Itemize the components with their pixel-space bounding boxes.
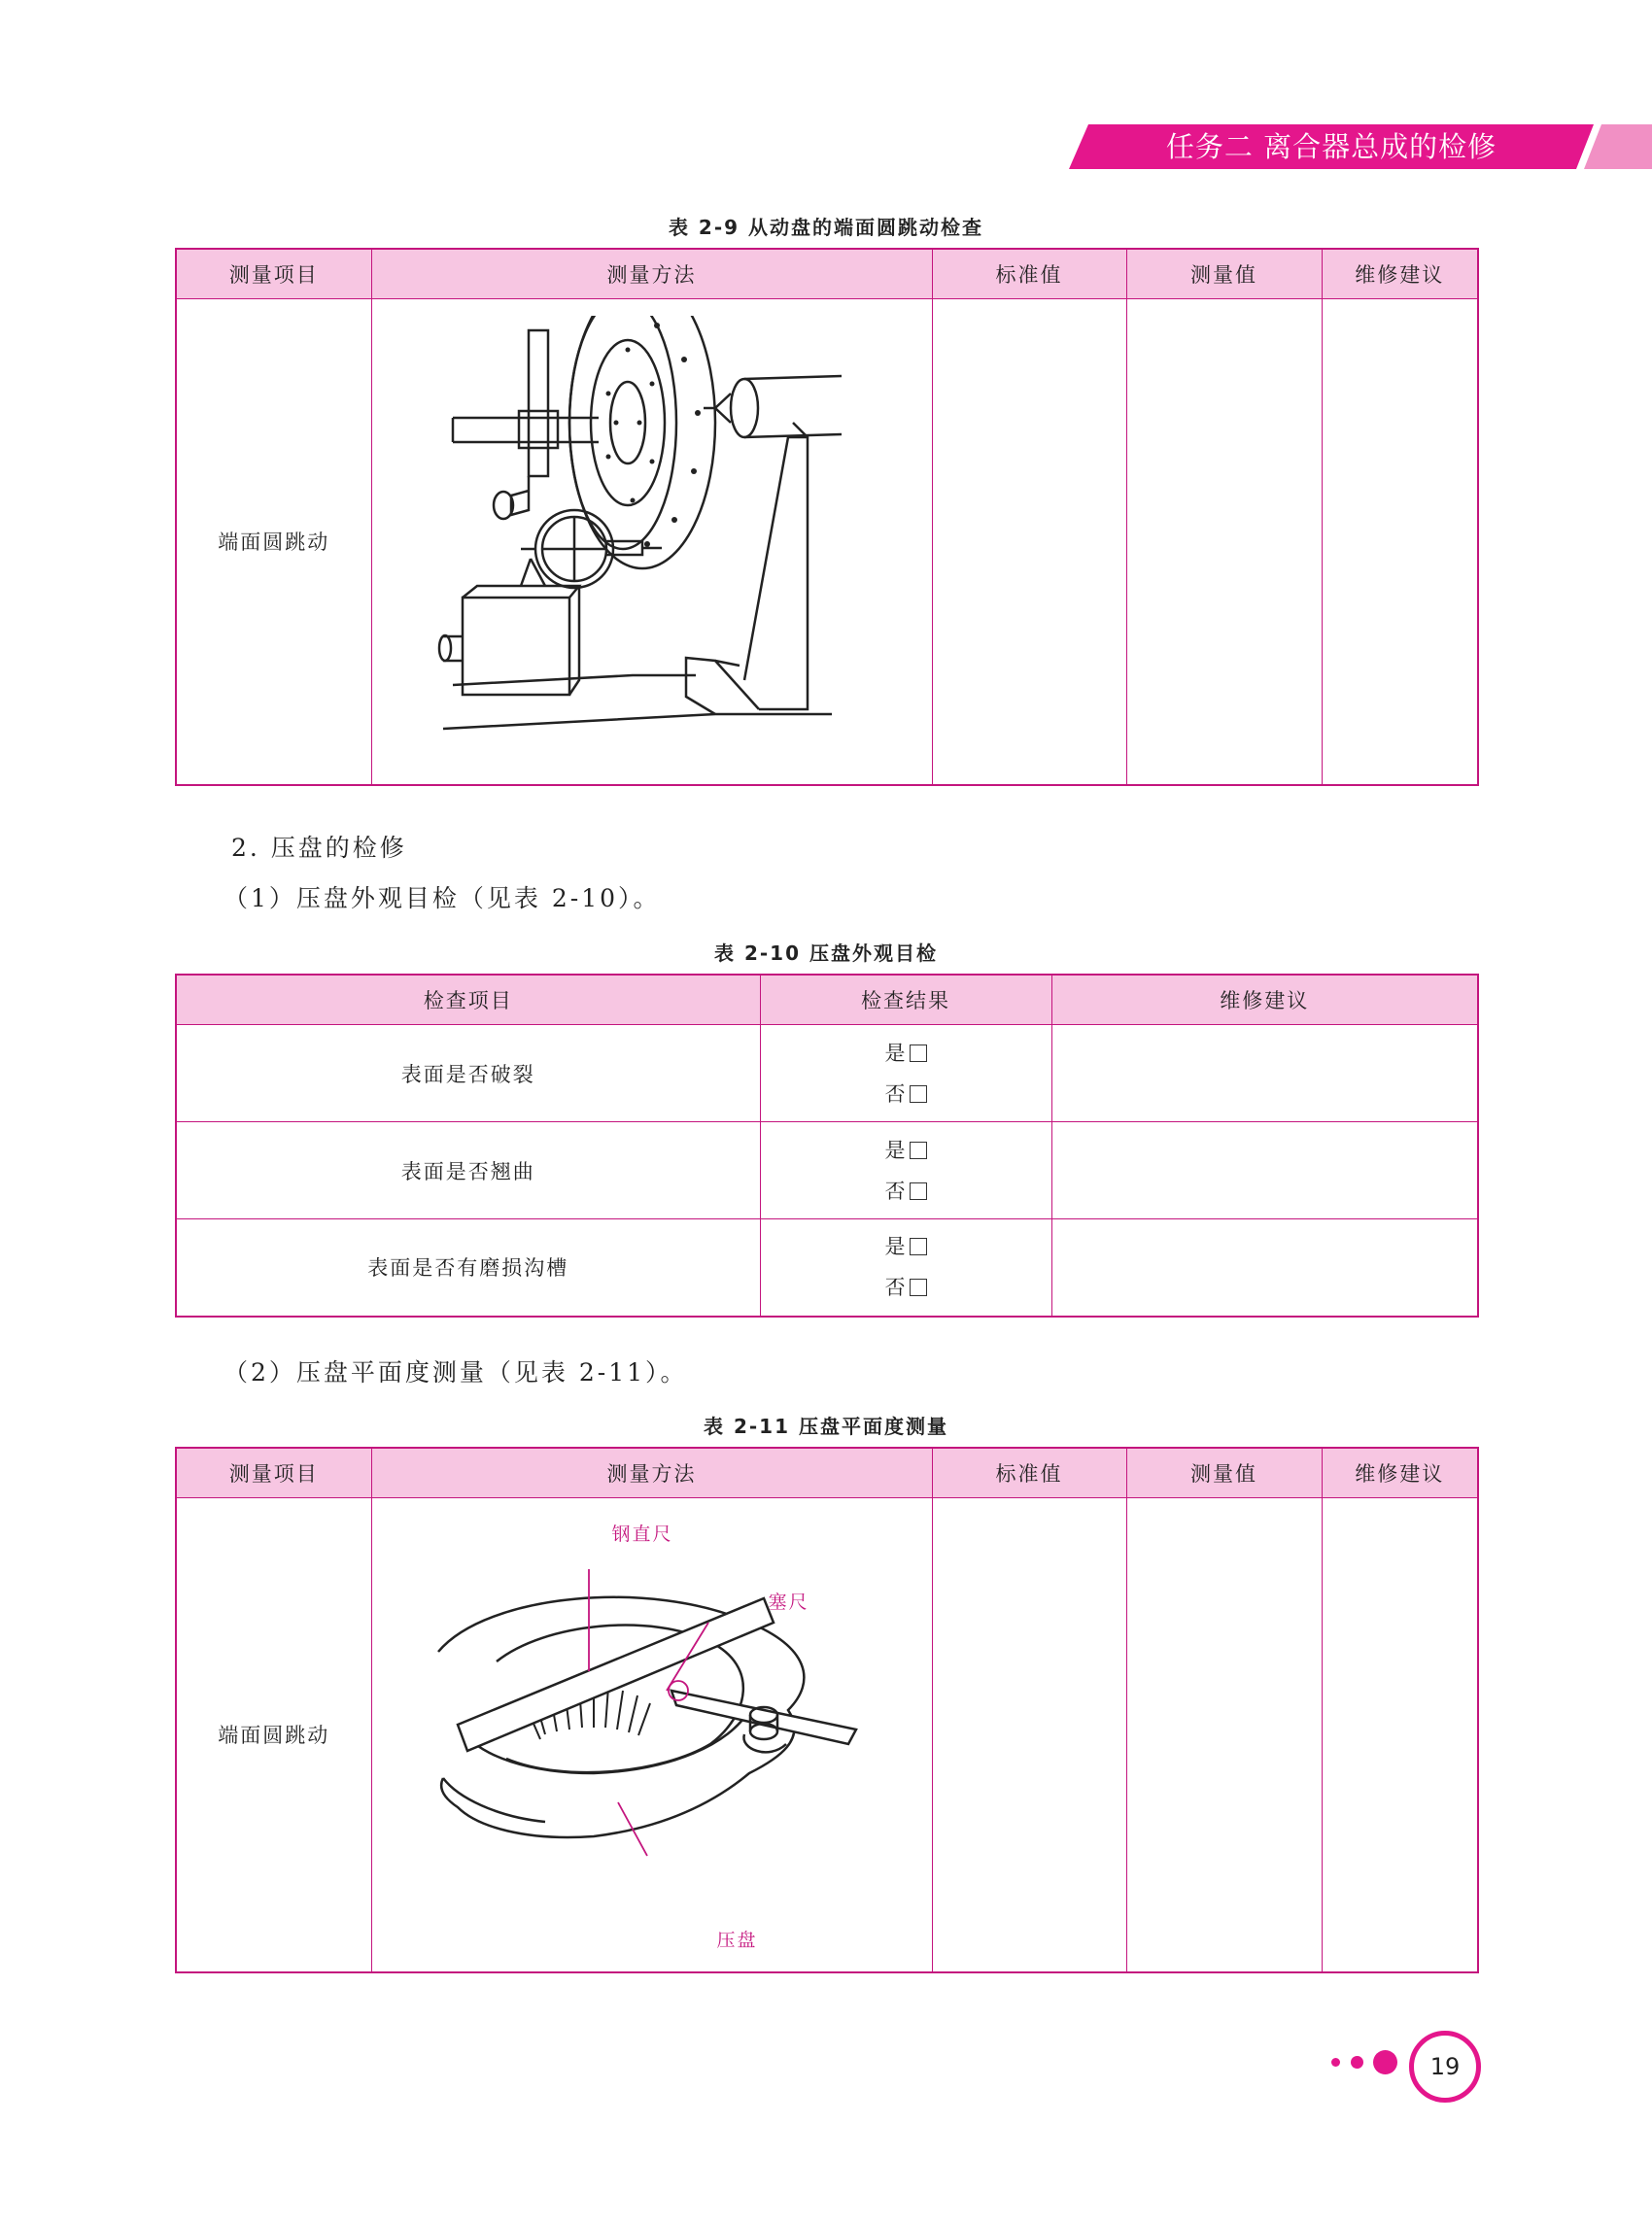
dial-indicator-runout-illustration [424,316,880,763]
table-header-cell: 检查项目 [176,975,760,1025]
section-title: 2. 压盘的检修 [231,834,407,862]
section-subtitle-1: （1）压盘外观目检（见表 2-10）。 [224,884,661,912]
measured-value-cell[interactable] [1126,299,1322,785]
table-2-11 [175,1447,1479,1973]
table-2-9-caption: 表 2-9 从动盘的端面圆跳动检查 [668,216,984,239]
checkbox[interactable] [910,1045,927,1062]
table-row [176,1025,1478,1122]
table-header-cell: 测量方法 [371,249,932,299]
no-option[interactable]: 否 [761,1074,1051,1114]
standard-value-cell[interactable] [932,299,1126,785]
measured-value-cell[interactable] [1126,1498,1322,1972]
checkbox[interactable] [910,1238,927,1255]
section-subtitle-2: （2）压盘平面度测量（见表 2-11）。 [224,1358,688,1387]
pressure-plate-label: 压盘 [716,1930,758,1951]
table-header-cell: 测量值 [1126,1448,1322,1498]
checkbox[interactable] [910,1279,927,1296]
checkbox[interactable] [910,1085,927,1103]
inspection-result [760,1025,1051,1122]
feeler-gauge-label: 塞尺 [768,1592,809,1613]
flatness-figure-cell [371,1498,932,1972]
table-2-10-caption: 表 2-10 压盘外观目检 [714,942,938,965]
table-2-10 [175,974,1479,1318]
table-2-11-caption: 表 2-11 压盘平面度测量 [704,1415,948,1438]
repair-advice-cell[interactable] [1322,1498,1478,1972]
table-row [176,1122,1478,1219]
standard-value-cell[interactable] [932,1498,1126,1972]
pressure-plate-flatness-illustration [399,1506,905,1963]
chapter-banner [1069,124,1652,169]
inspection-result [760,1219,1051,1317]
measurement-item: 端面圆跳动 [176,299,371,785]
table-header-cell: 测量方法 [371,1448,932,1498]
decorative-dot [1331,2058,1340,2067]
inspection-result [760,1122,1051,1219]
table-header-cell: 标准值 [932,249,1126,299]
table-header-cell: 维修建议 [1322,1448,1478,1498]
checkbox[interactable] [910,1142,927,1159]
table-header-cell: 测量值 [1126,249,1322,299]
table-header-cell: 检查结果 [760,975,1051,1025]
yes-option[interactable]: 是 [761,1130,1051,1171]
inspection-item: 表面是否破裂 [176,1025,760,1122]
table-header-cell: 测量项目 [176,1448,371,1498]
page-number: 19 [1409,2031,1481,2103]
table-header-cell: 维修建议 [1322,249,1478,299]
inspection-item: 表面是否翘曲 [176,1122,760,1219]
repair-advice-cell[interactable] [1051,1122,1478,1219]
table-header-cell: 维修建议 [1051,975,1478,1025]
banner-title: 任务二 离合器总成的检修 [1165,130,1497,163]
table-header-cell: 测量项目 [176,249,371,299]
repair-advice-cell[interactable] [1051,1025,1478,1122]
checkbox[interactable] [910,1182,927,1200]
table-header-cell: 标准值 [932,1448,1126,1498]
inspection-item: 表面是否有磨损沟槽 [176,1219,760,1317]
repair-advice-cell[interactable] [1051,1219,1478,1317]
table-2-9 [175,248,1479,786]
no-option[interactable]: 否 [761,1171,1051,1212]
no-option[interactable]: 否 [761,1267,1051,1308]
measurement-item: 端面圆跳动 [176,1498,371,1972]
yes-option[interactable]: 是 [761,1033,1051,1074]
decorative-dot [1351,2056,1363,2069]
table-row [176,1219,1478,1317]
repair-advice-cell[interactable] [1322,299,1478,785]
runout-figure-cell [371,299,932,785]
steel-ruler-label: 钢直尺 [611,1524,673,1545]
yes-option[interactable]: 是 [761,1226,1051,1267]
decorative-dot [1373,2050,1397,2074]
